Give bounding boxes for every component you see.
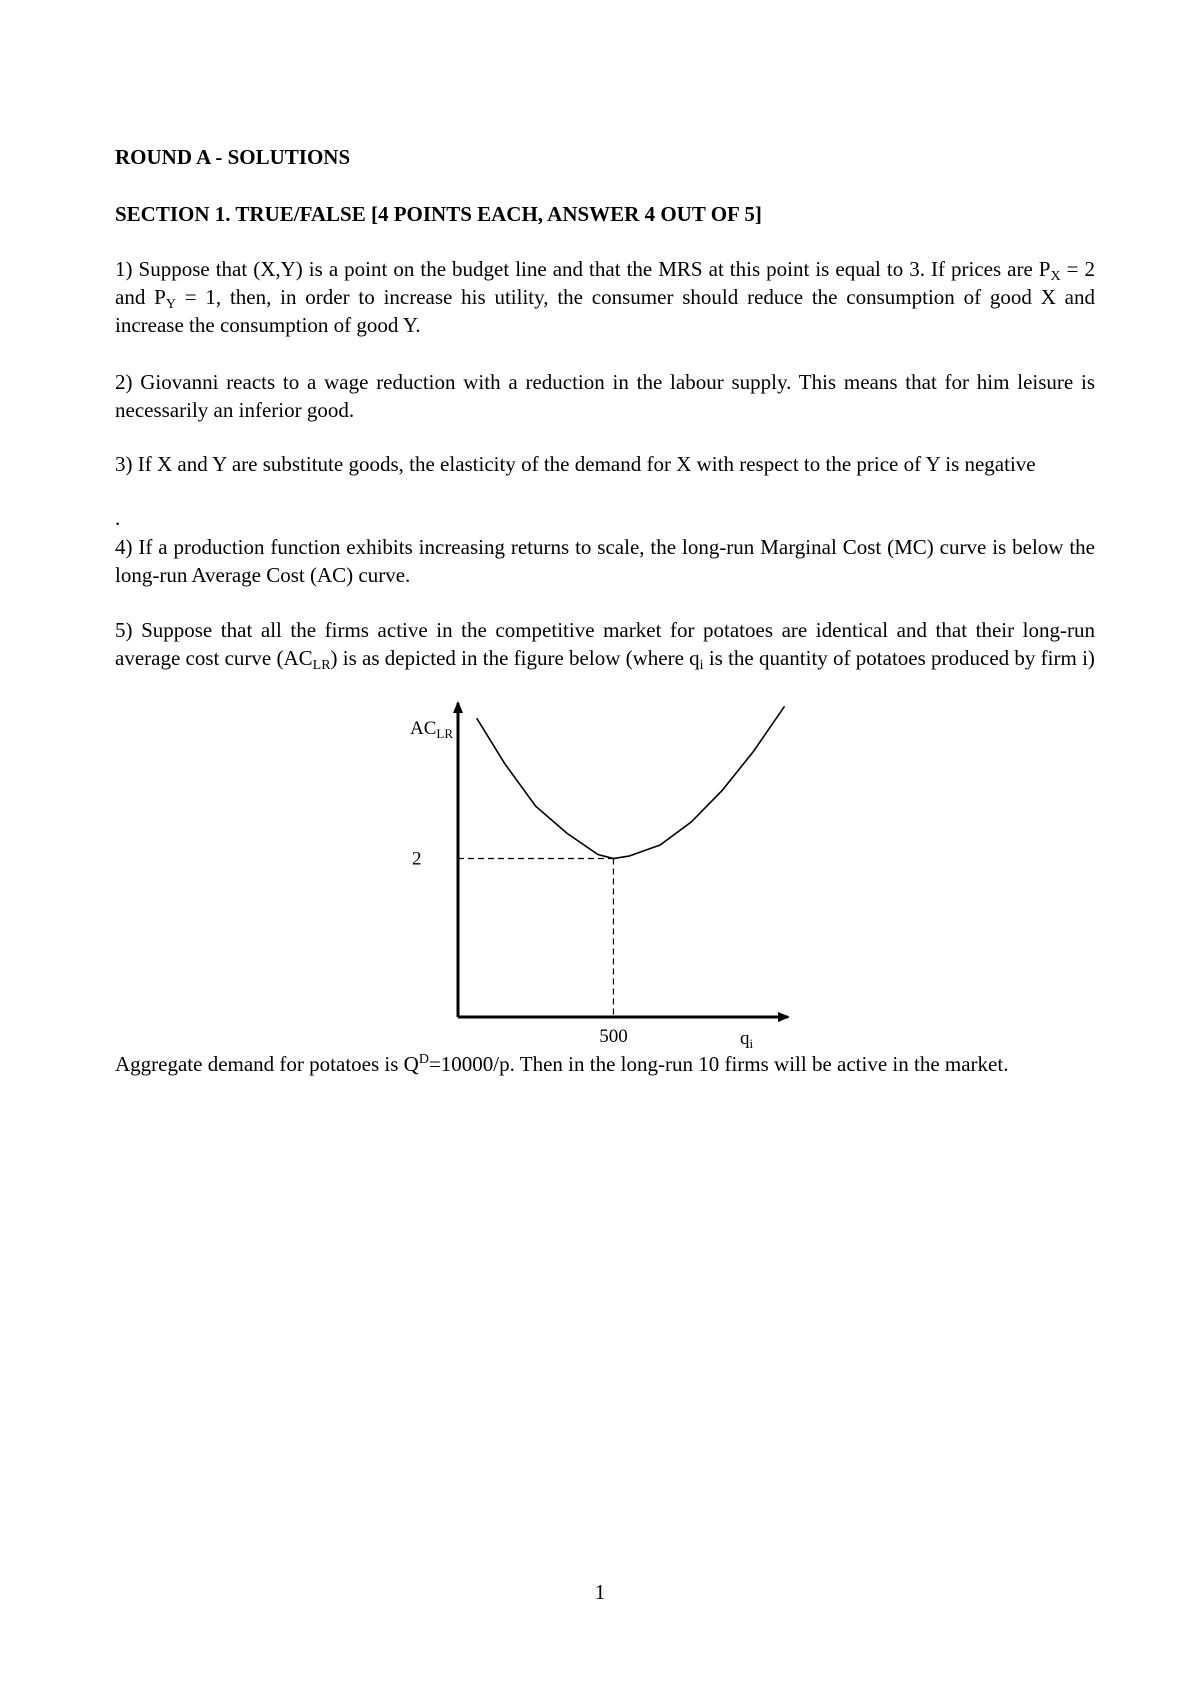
section-heading: SECTION 1. TRUE/FALSE [4 POINTS EACH, ANSWER 4 OUT OF 5] <box>115 202 762 226</box>
aggregate-demand-statement: Aggregate demand for potatoes is $Q^D=10000/p$. Then in the long-run 10 firms will be active in the market. <box>115 1052 1009 1076</box>
question-3: 3) If X and Y are substitute goods, the elasticity of the demand for X with respect to the price of Y is negative <box>115 452 1036 476</box>
question-1: 1) Suppose that (X,Y) is a point on the budget line and that the MRS at this point is equal to 3. If prices are $P_X = 2$ and $P_Y = 1$, then, in order to increase his utility, the consumer should reduce the consumption of good X and increase the consumption of good Y. <box>115 257 1095 337</box>
question-2: 2) Giovanni reacts to a wage reduction with a reduction in the labour supply. This means that for him leisure is necessarily an inferior good. <box>115 370 1095 422</box>
stray-period: . <box>115 506 121 530</box>
page-number: 1 <box>594 1580 606 1604</box>
x-reference-tick-label: 500 <box>599 1026 628 1047</box>
x-axis-label: $q_i$ <box>740 1028 754 1050</box>
question-5: 5) Suppose that all the firms active in the competitive market for potatoes are identical and that their long-run average cost curve $(AC_{LR})$ is as depicted in the figure below (where $q_i$ is the quantity of potatoes produced by firm i) <box>115 618 1095 673</box>
cost-curve-chart <box>400 700 800 1050</box>
y-reference-tick-label: 2 <box>412 848 422 870</box>
ac-lr-curve <box>477 706 785 858</box>
cost-curve-svg <box>400 700 800 1050</box>
document-title: ROUND A - SOLUTIONS <box>115 145 351 169</box>
y-axis-label: $AC_{LR}$ <box>410 718 454 741</box>
question-4: 4) If a production function exhibits increasing returns to scale, the long-run Marginal Cost (MC) curve is below the long-run Average Cost (AC) curve. <box>115 535 1095 587</box>
